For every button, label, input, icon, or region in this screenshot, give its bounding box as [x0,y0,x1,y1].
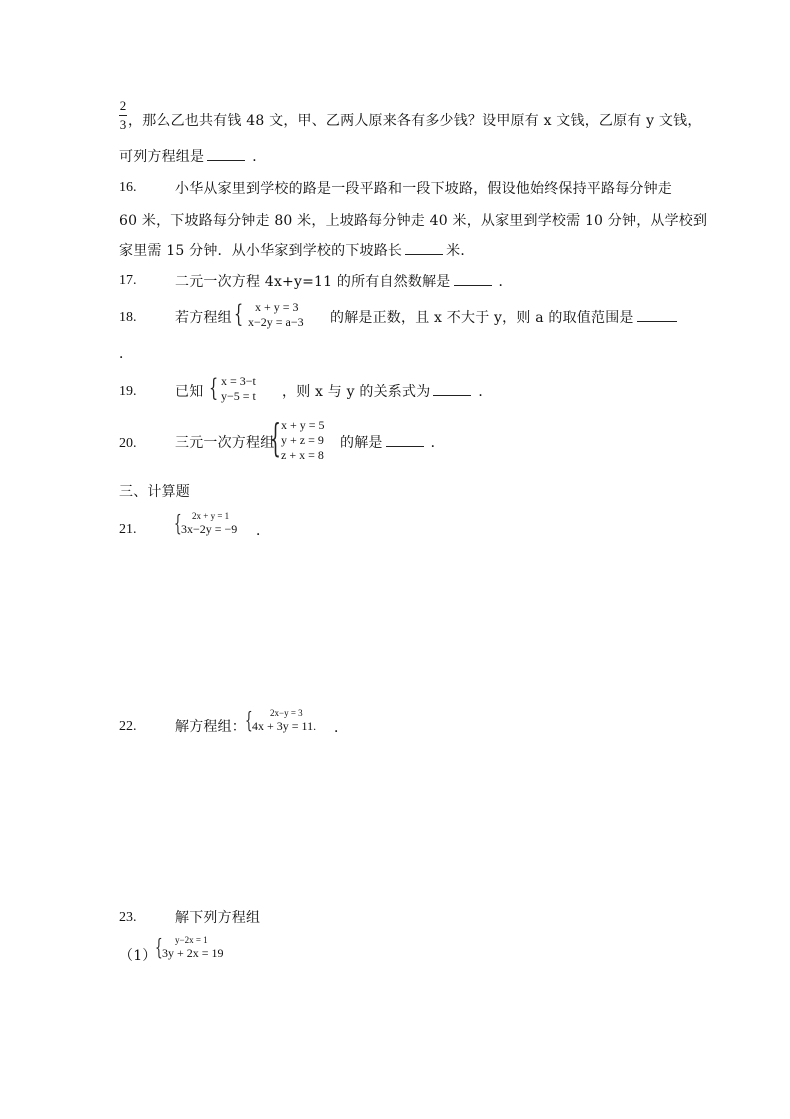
q22-equation-1: 2x−y = 3 [270,708,303,718]
fraction-two-thirds [118,98,128,133]
q23-sub1-equation-2: 3y + 2x = 19 [162,946,224,960]
q21-equation-1: 2x + y = 1 [192,511,230,521]
question-number: 17. [119,273,137,288]
fraction-bar [119,115,127,116]
q21-end: ． [256,523,271,539]
q19-prefix: 已知 [175,384,204,400]
left-brace: { [209,374,219,402]
answer-blank [386,434,424,447]
question-number: 16. [119,180,137,195]
q17-end: ． [498,274,513,290]
question-number: 20. [119,436,137,451]
q20-end: ． [430,435,445,451]
question-number: 21. [119,522,137,537]
q17-text [175,271,513,291]
q15-line2 [119,146,266,166]
left-brace: { [245,709,253,734]
q20-prefix: 三元一次方程组 [175,435,275,451]
question-number: 18. [119,310,137,325]
q18-equation-1: x + y = 3 [255,300,299,314]
left-brace: { [155,936,163,961]
q23-text: 解下列方程组 [175,910,261,926]
q23-sub1-equation-1: y−2x = 1 [175,935,208,945]
q22-end: ． [334,720,349,736]
fraction-numerator: 2 [119,98,127,113]
fraction-denominator: 3 [119,117,127,132]
q20-equation-3: z + x = 8 [281,448,324,462]
q18-suffix [330,307,680,327]
q19-suffix [282,381,493,401]
q16-line3 [119,240,475,260]
q18-equation-2: x−2y = a−3 [248,315,304,329]
q22-prefix: 解方程组： [175,719,246,735]
left-brace: { [270,416,281,460]
answer-blank [637,309,677,322]
q20-equation-2: y + z = 9 [281,433,324,447]
q20-suffix-text: 的解是 [340,435,383,451]
q19-end: ． [478,384,493,400]
question-number: 23. [119,910,137,925]
answer-blank [405,242,443,255]
q22-equation-2: 4x + 3y = 11. [252,719,317,733]
question-number: 22. [119,719,137,734]
q19-equation-1: x = 3−t [221,374,256,388]
q16-line3-end: 米． [446,243,475,259]
q20-equation-1: x + y = 5 [281,418,325,432]
q18-prefix: 若方程组 [175,310,232,326]
q18-end: ． [119,346,134,362]
question-number: 19. [119,384,137,399]
q16-line3-text: 家里需 15 分钟．从小华家到学校的下坡路长 [119,243,403,259]
answer-blank [454,273,492,286]
q19-suffix-text: ，则 x 与 y 的关系式为 [282,384,431,400]
answer-blank [207,148,245,161]
q19-equation-2: y−5 = t [221,389,256,403]
q20-suffix [340,432,445,452]
q18-suffix-text: 的解是正数，且 x 不大于 y，则 a 的取值范围是 [330,310,634,326]
q15-line2-end: ． [252,149,267,165]
q15-line1: ，那么乙也共有钱 48 文，甲、乙两人原来各有多少钱？设甲原有 x 文钱，乙原有 y 文钱， [128,113,702,129]
q23-sub1-label: （1） [119,948,157,964]
answer-blank [433,383,471,396]
left-brace: { [174,512,182,537]
left-brace: { [234,300,244,328]
q15-line2-text: 可列方程组是 [119,149,205,165]
section-heading: 三、计算题 [119,484,190,500]
q17-stem: 二元一次方程 4x+y=11 的所有自然数解是 [175,274,451,290]
q16-line1: 小华从家里到学校的路是一段平路和一段下坡路，假设他始终保持平路每分钟走 [175,181,672,197]
q16-line2: 60 米，下坡路每分钟走 80 米，上坡路每分钟走 40 米，从家里到学校需 10 分钟，从学校到 [119,213,708,229]
q21-equation-2: 3x−2y = −9 [181,522,238,536]
